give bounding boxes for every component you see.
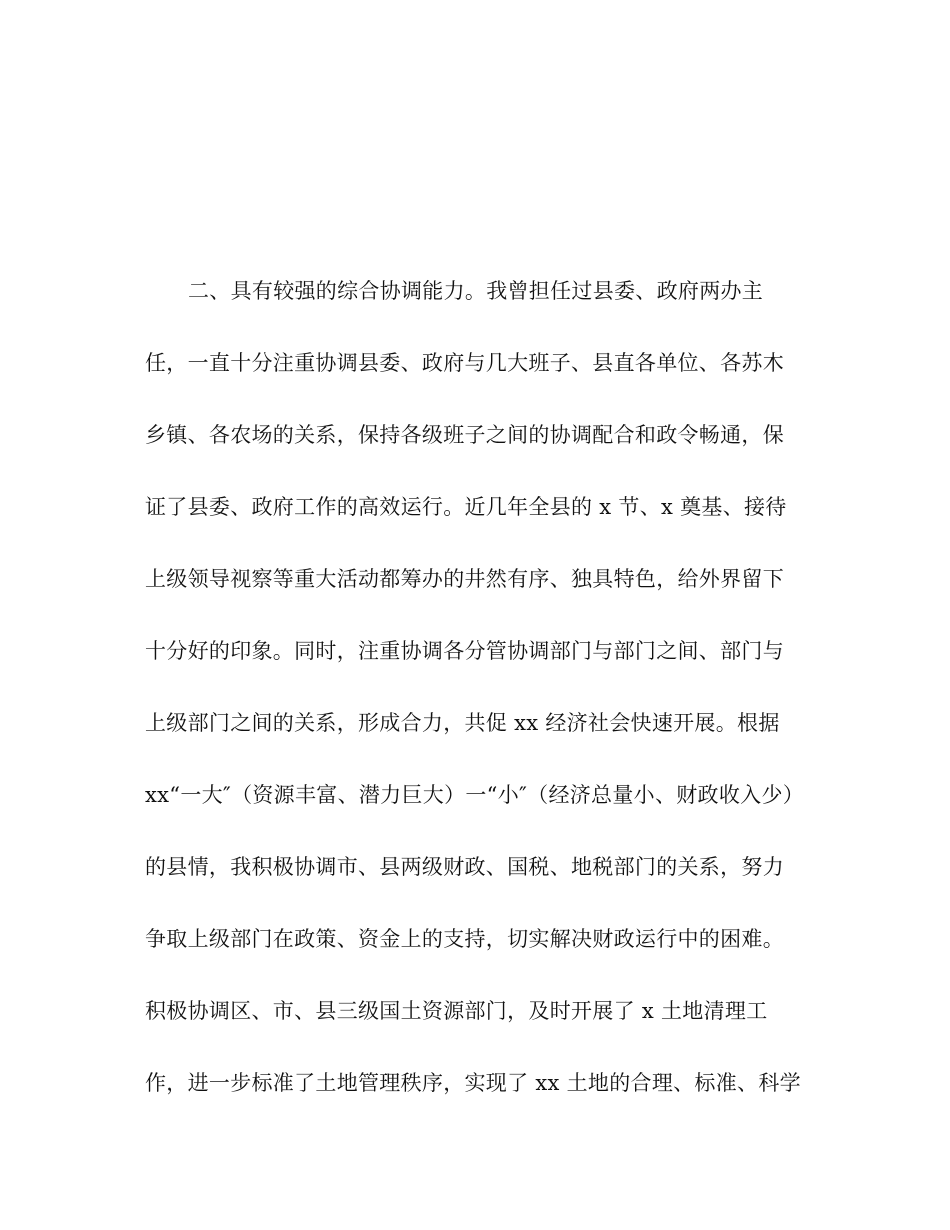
paragraph-line-9: 的县情，我积极协调市、县两级财政、国税、地税部门的关系，努力 <box>145 855 784 879</box>
paragraph-line-3: 乡镇、各农场的关系，保持各级班子之间的协调配合和政令畅通，保 <box>145 423 784 447</box>
paragraph-line-11: 积极协调区、市、县三级国土资源部门，及时开展了 x 土地清理工 <box>145 999 768 1023</box>
paragraph-line-6: 十分好的印象。同时，注重协调各分管协调部门与部门之间、部门与 <box>145 639 784 663</box>
paragraph-line-10: 争取上级部门在政策、资金上的支持，切实解决财政运行中的困难。 <box>145 927 784 951</box>
paragraph-line-5: 上级领导视察等重大活动都筹办的井然有序、独具特色，给外界留下 <box>145 567 784 591</box>
paragraph-line-1: 二、具有较强的综合协调能力。我曾担任过县委、政府两办主 <box>188 279 764 303</box>
paragraph-line-4: 证了县委、政府工作的高效运行。近几年全县的 x 节、x 奠基、接待 <box>145 495 787 519</box>
paragraph-line-2: 任，一直十分注重协调县委、政府与几大班子、县直各单位、各苏木 <box>145 351 784 375</box>
paragraph-line-12: 作，进一步标准了土地管理秩序，实现了 xx 土地的合理、标准、科学 <box>145 1071 801 1095</box>
paragraph-line-8: xx“一大″（资源丰富、潜力巨大）一“小″（经济总量小、财政收入少） <box>145 783 805 807</box>
paragraph-line-7: 上级部门之间的关系，形成合力，共促 xx 经济社会快速开展。根据 <box>145 711 780 735</box>
